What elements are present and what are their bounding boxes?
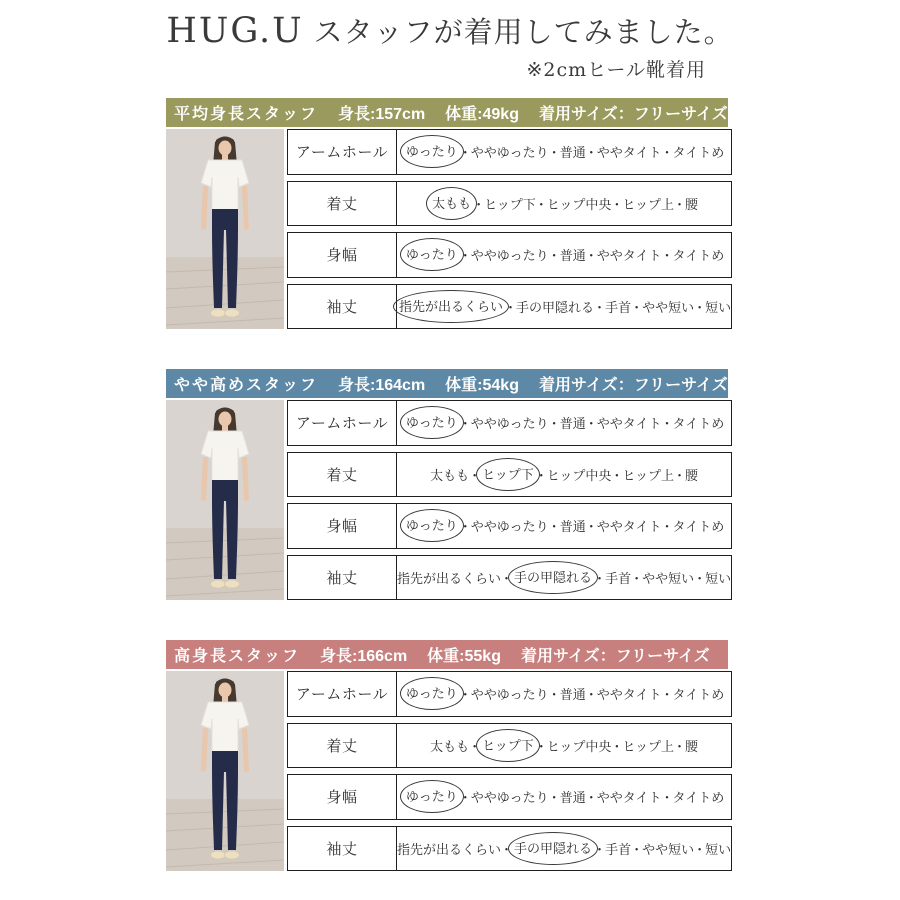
fit-row-options: [397, 775, 731, 819]
staff-weight: 体重:49kg: [445, 106, 519, 123]
option-separator: ・: [610, 196, 624, 212]
option: ややゆったり: [470, 687, 549, 703]
fit-row-label: 袖丈: [288, 827, 397, 871]
fit-row-label: 着丈: [288, 182, 397, 226]
selected-option: 手の甲隠れる: [508, 832, 598, 865]
option-separator: ・: [584, 248, 598, 264]
option: 手の甲隠れる: [516, 299, 595, 315]
staff-role: やや高めスタッフ: [174, 377, 319, 394]
option-separator: ・: [584, 687, 598, 703]
option: ややゆったり: [470, 248, 549, 264]
option: ややタイト: [596, 790, 662, 806]
selected-option: 指先が出るくらい: [393, 290, 509, 323]
option: ややゆったり: [470, 790, 549, 806]
option-separator: ・: [693, 841, 707, 857]
heel-note: ※2cmヒール靴着用: [526, 59, 706, 81]
staff-section: [166, 98, 732, 329]
option: タイトめ: [672, 248, 725, 264]
option: ややタイト: [596, 248, 662, 264]
option: 手首: [605, 299, 632, 315]
option-separator: ・: [660, 687, 674, 703]
option-separator: ・: [673, 196, 687, 212]
option: ヒップ上: [622, 467, 675, 483]
fit-row: [287, 671, 732, 717]
option-separator: ・: [630, 841, 644, 857]
fit-row: [287, 826, 732, 872]
option-separator: ・: [660, 790, 674, 806]
selected-option: ゆったり: [400, 406, 464, 439]
fit-row-label: 袖丈: [288, 285, 397, 329]
staff-header-bar: [166, 369, 728, 398]
option-separator: ・: [458, 519, 472, 535]
option: 普通: [559, 687, 586, 703]
option: 手首: [605, 841, 632, 857]
option-separator: ・: [610, 738, 624, 754]
option-separator: ・: [547, 416, 561, 432]
option: ヒップ下: [484, 196, 536, 212]
option: やや短い: [642, 841, 695, 857]
page-title: [0, 10, 900, 51]
option-separator: ・: [673, 467, 687, 483]
fit-row-options: [397, 233, 731, 277]
option: 腰: [685, 196, 699, 212]
option: ヒップ上: [622, 196, 675, 212]
option-separator: ・: [660, 248, 674, 264]
option: ややタイト: [596, 519, 662, 535]
option: 指先が出るくらい: [397, 570, 502, 586]
option-separator: ・: [500, 841, 514, 857]
option-separator: ・: [593, 299, 607, 315]
selected-option: ヒップ下: [476, 729, 540, 762]
option: タイトめ: [672, 416, 725, 432]
staff-sections: [166, 98, 732, 871]
selected-option: ヒップ下: [476, 458, 540, 491]
staff-size: 着用サイズ：フリーサイズ: [538, 377, 728, 394]
fit-row: [287, 400, 732, 446]
option: 普通: [559, 519, 586, 535]
option-separator: ・: [584, 519, 598, 535]
fit-row-options: [397, 182, 731, 226]
option-separator: ・: [547, 687, 561, 703]
staff-photo-image: [166, 671, 284, 871]
selected-option: ゆったり: [400, 238, 464, 271]
option-separator: ・: [468, 467, 482, 483]
fit-row: [287, 723, 732, 769]
selected-option: ゆったり: [400, 780, 464, 813]
staff-role: 平均身長スタッフ: [174, 106, 319, 123]
fit-row-options: [397, 556, 731, 600]
staff-height: 身長:164cm: [338, 377, 426, 394]
option: ヒップ中央: [546, 467, 612, 483]
option-separator: ・: [547, 145, 561, 161]
staff-section: [166, 369, 732, 600]
fit-row: [287, 503, 732, 549]
option-separator: ・: [610, 467, 624, 483]
fit-row-label: アームホール: [288, 672, 397, 716]
staff-photo-image: [166, 129, 284, 329]
fit-rows: [287, 671, 732, 871]
option: ややタイト: [596, 687, 662, 703]
option: タイトめ: [672, 519, 725, 535]
masthead: [0, 0, 900, 82]
option-separator: ・: [660, 519, 674, 535]
fit-row-options: [397, 130, 731, 174]
option: 短い: [705, 841, 732, 857]
page-title-text: スタッフが着用してみました。: [313, 15, 734, 49]
staff-size: 着用サイズ：フリーサイズ: [520, 648, 710, 665]
staff-size: 着用サイズ：フリーサイズ: [538, 106, 728, 123]
option-separator: ・: [458, 145, 472, 161]
option: 太もも: [430, 738, 470, 754]
fit-row-label: 身幅: [288, 233, 397, 277]
option-separator: ・: [593, 841, 607, 857]
option: 普通: [559, 145, 586, 161]
fit-row: [287, 284, 732, 330]
option-separator: ・: [584, 416, 598, 432]
fit-row-options: [397, 453, 731, 497]
fit-row-label: 袖丈: [288, 556, 397, 600]
fit-row-label: 身幅: [288, 775, 397, 819]
option: タイトめ: [672, 145, 725, 161]
staff-height: 身長:157cm: [338, 106, 426, 123]
option-separator: ・: [468, 738, 482, 754]
option: 指先が出るくらい: [397, 841, 502, 857]
option-separator: ・: [630, 570, 644, 586]
option-separator: ・: [547, 790, 561, 806]
option-separator: ・: [547, 519, 561, 535]
option: 普通: [559, 248, 586, 264]
option: ヒップ中央: [546, 196, 612, 212]
fit-row-options: [397, 285, 731, 329]
option: 腰: [685, 738, 699, 754]
option: ややゆったり: [470, 145, 549, 161]
option-separator: ・: [500, 570, 514, 586]
brand-logo: HUG.U: [166, 11, 304, 51]
staff-header-bar: [166, 640, 728, 669]
fit-row-options: [397, 504, 731, 548]
fit-rows: [287, 129, 732, 329]
option: 手首: [605, 570, 632, 586]
option-separator: ・: [660, 416, 674, 432]
staff-weight: 体重:55kg: [427, 648, 501, 665]
option-separator: ・: [458, 790, 472, 806]
option: 普通: [559, 790, 586, 806]
option-separator: ・: [472, 196, 486, 212]
staff-body: [166, 129, 732, 329]
option: タイトめ: [672, 790, 725, 806]
option-separator: ・: [673, 738, 687, 754]
option: 短い: [705, 299, 732, 315]
selected-option: 太もも: [426, 187, 477, 220]
fit-row-options: [397, 724, 731, 768]
fit-row-label: アームホール: [288, 130, 397, 174]
staff-photo: [166, 400, 284, 600]
fit-row-options: [397, 401, 731, 445]
selected-option: 手の甲隠れる: [508, 561, 598, 594]
selected-option: ゆったり: [400, 135, 464, 168]
staff-header-bar: [166, 98, 728, 127]
staff-role: 高身長スタッフ: [174, 648, 301, 665]
option: ややゆったり: [470, 416, 549, 432]
option-separator: ・: [693, 299, 707, 315]
staff-weight: 体重:54kg: [445, 377, 519, 394]
option-separator: ・: [534, 738, 548, 754]
option-separator: ・: [660, 145, 674, 161]
staff-height: 身長:166cm: [320, 648, 408, 665]
option: 短い: [705, 570, 732, 586]
selected-option: ゆったり: [400, 677, 464, 710]
option: やや短い: [642, 570, 695, 586]
fit-row-label: アームホール: [288, 401, 397, 445]
option: 普通: [559, 416, 586, 432]
staff-photo: [166, 671, 284, 871]
option-separator: ・: [458, 687, 472, 703]
option-separator: ・: [547, 248, 561, 264]
fit-rows: [287, 400, 732, 600]
staff-body: [166, 671, 732, 871]
option-separator: ・: [504, 299, 518, 315]
staff-photo: [166, 129, 284, 329]
option: ややタイト: [596, 416, 662, 432]
option: タイトめ: [672, 687, 725, 703]
fit-row-label: 着丈: [288, 724, 397, 768]
option: ヒップ中央: [546, 738, 612, 754]
option: 太もも: [430, 467, 470, 483]
fit-row: [287, 774, 732, 820]
option: ややタイト: [596, 145, 662, 161]
fit-row: [287, 181, 732, 227]
staff-body: [166, 400, 732, 600]
option-separator: ・: [458, 248, 472, 264]
option: 腰: [685, 467, 699, 483]
fit-row-options: [397, 827, 731, 871]
staff-section: [166, 640, 732, 871]
option-separator: ・: [458, 416, 472, 432]
option-separator: ・: [534, 196, 548, 212]
option-separator: ・: [584, 145, 598, 161]
fit-row-label: 着丈: [288, 453, 397, 497]
option-separator: ・: [630, 299, 644, 315]
fit-row: [287, 232, 732, 278]
fit-row: [287, 555, 732, 601]
option-separator: ・: [584, 790, 598, 806]
option-separator: ・: [534, 467, 548, 483]
fit-row: [287, 129, 732, 175]
option-separator: ・: [693, 570, 707, 586]
option: ヒップ上: [622, 738, 675, 754]
fit-row-label: 身幅: [288, 504, 397, 548]
fit-row: [287, 452, 732, 498]
option-separator: ・: [593, 570, 607, 586]
option: ややゆったり: [470, 519, 549, 535]
selected-option: ゆったり: [400, 509, 464, 542]
staff-photo-image: [166, 400, 284, 600]
fit-row-options: [397, 672, 731, 716]
option: やや短い: [642, 299, 695, 315]
